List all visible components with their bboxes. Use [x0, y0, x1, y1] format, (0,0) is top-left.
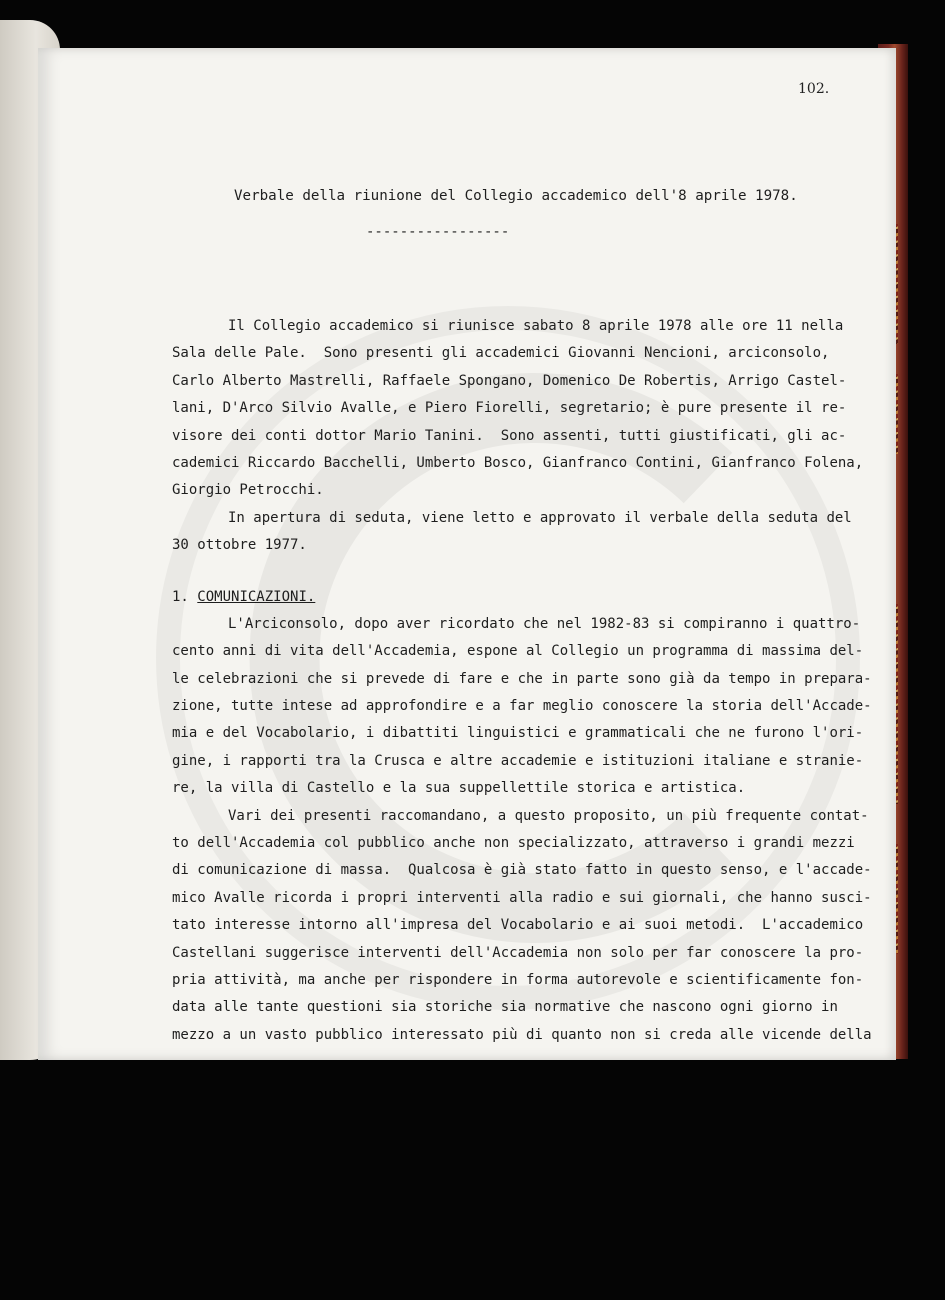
text-line: Giorgio Petrocchi. [172, 482, 324, 499]
section-title: COMUNICAZIONI. [197, 588, 316, 605]
text-line: Sala delle Pale. Sono presenti gli accademici Giovanni Nencioni, arciconsolo, [172, 345, 830, 362]
text-line: visore dei conti dottor Mario Tanini. Sono assenti, tutti giustificati, gli ac- [172, 427, 847, 444]
text-line: cademici Riccardo Bacchelli, Umberto Bosco, Gianfranco Contini, Gianfranco Folena, [172, 454, 864, 471]
text-line: data alle tante questioni sia storiche sia normative che nascono ogni giorno in [172, 999, 838, 1016]
title-separator: ----------------- [366, 224, 510, 240]
text-line: pria attività, ma anche per rispondere in forma autorevole e scientificamente fon- [172, 971, 864, 988]
text-line: mia e del Vocabolario, i dibattiti linguistici e grammaticali che ne furono l'ori- [172, 725, 864, 742]
text-line: to dell'Accademia col pubblico anche non specializzato, attraverso i grandi mezzi [172, 835, 855, 852]
text-line: zione, tutte intese ad approfondire e a far meglio conoscere la storia dell'Accade- [172, 698, 872, 715]
text-line: L'Arciconsolo, dopo aver ricordato che nel 1982-83 si compiranno i quattro- [228, 615, 861, 632]
text-line: In apertura di seduta, viene letto e approvato il verbale della seduta del [228, 509, 852, 526]
text-line: cento anni di vita dell'Accademia, espone al Collegio un programma di massima del- [172, 643, 864, 660]
text-line: Il Collegio accademico si riunisce sabato 8 aprile 1978 alle ore 11 nella [228, 318, 844, 334]
page-number: 102. [798, 81, 830, 97]
section-heading [172, 584, 812, 611]
text-line: tato interesse intorno all'impresa del Vocabolario e ai suoi metodi. L'accademico [172, 917, 864, 934]
text-line: Carlo Alberto Mastrelli, Raffaele Spongano, Domenico De Robertis, Arrigo Castel- [172, 372, 847, 389]
text-line: mico Avalle ricorda i propri interventi alla radio e sui giornali, che hanno susci- [172, 889, 872, 906]
text-line: 30 ottobre 1977. [172, 537, 307, 554]
text-line: di comunicazione di massa. Qualcosa è già stato fatto in questo senso, e l'accade- [172, 862, 872, 879]
section-number: 1. [172, 588, 189, 605]
document-body [172, 313, 872, 1049]
page-title: Verbale della riunione del Collegio accademico dell'8 aprile 1978. [234, 188, 798, 204]
text-line: re, la villa di Castello e la sua suppellettile storica e artistica. [172, 780, 746, 797]
text-line: Castellani suggerisce interventi dell'Accademia non solo per far conoscere la pro- [172, 944, 864, 961]
text-line: lani, D'Arco Silvio Avalle, e Piero Fiorelli, segretario; è pure presente il re- [172, 400, 847, 417]
text-line: Vari dei presenti raccomandano, a questo proposito, un più frequente contat- [228, 807, 869, 824]
text-line: gine, i rapporti tra la Crusca e altre accademie e istituzioni italiane e stranie- [172, 752, 864, 769]
text-line: le celebrazioni che si prevede di fare e che in parte sono già da tempo in prepara- [172, 670, 872, 687]
document-page [38, 48, 896, 1060]
text-line: mezzo a un vasto pubblico interessato più di quanto non si creda alle vicende della [172, 1026, 872, 1043]
